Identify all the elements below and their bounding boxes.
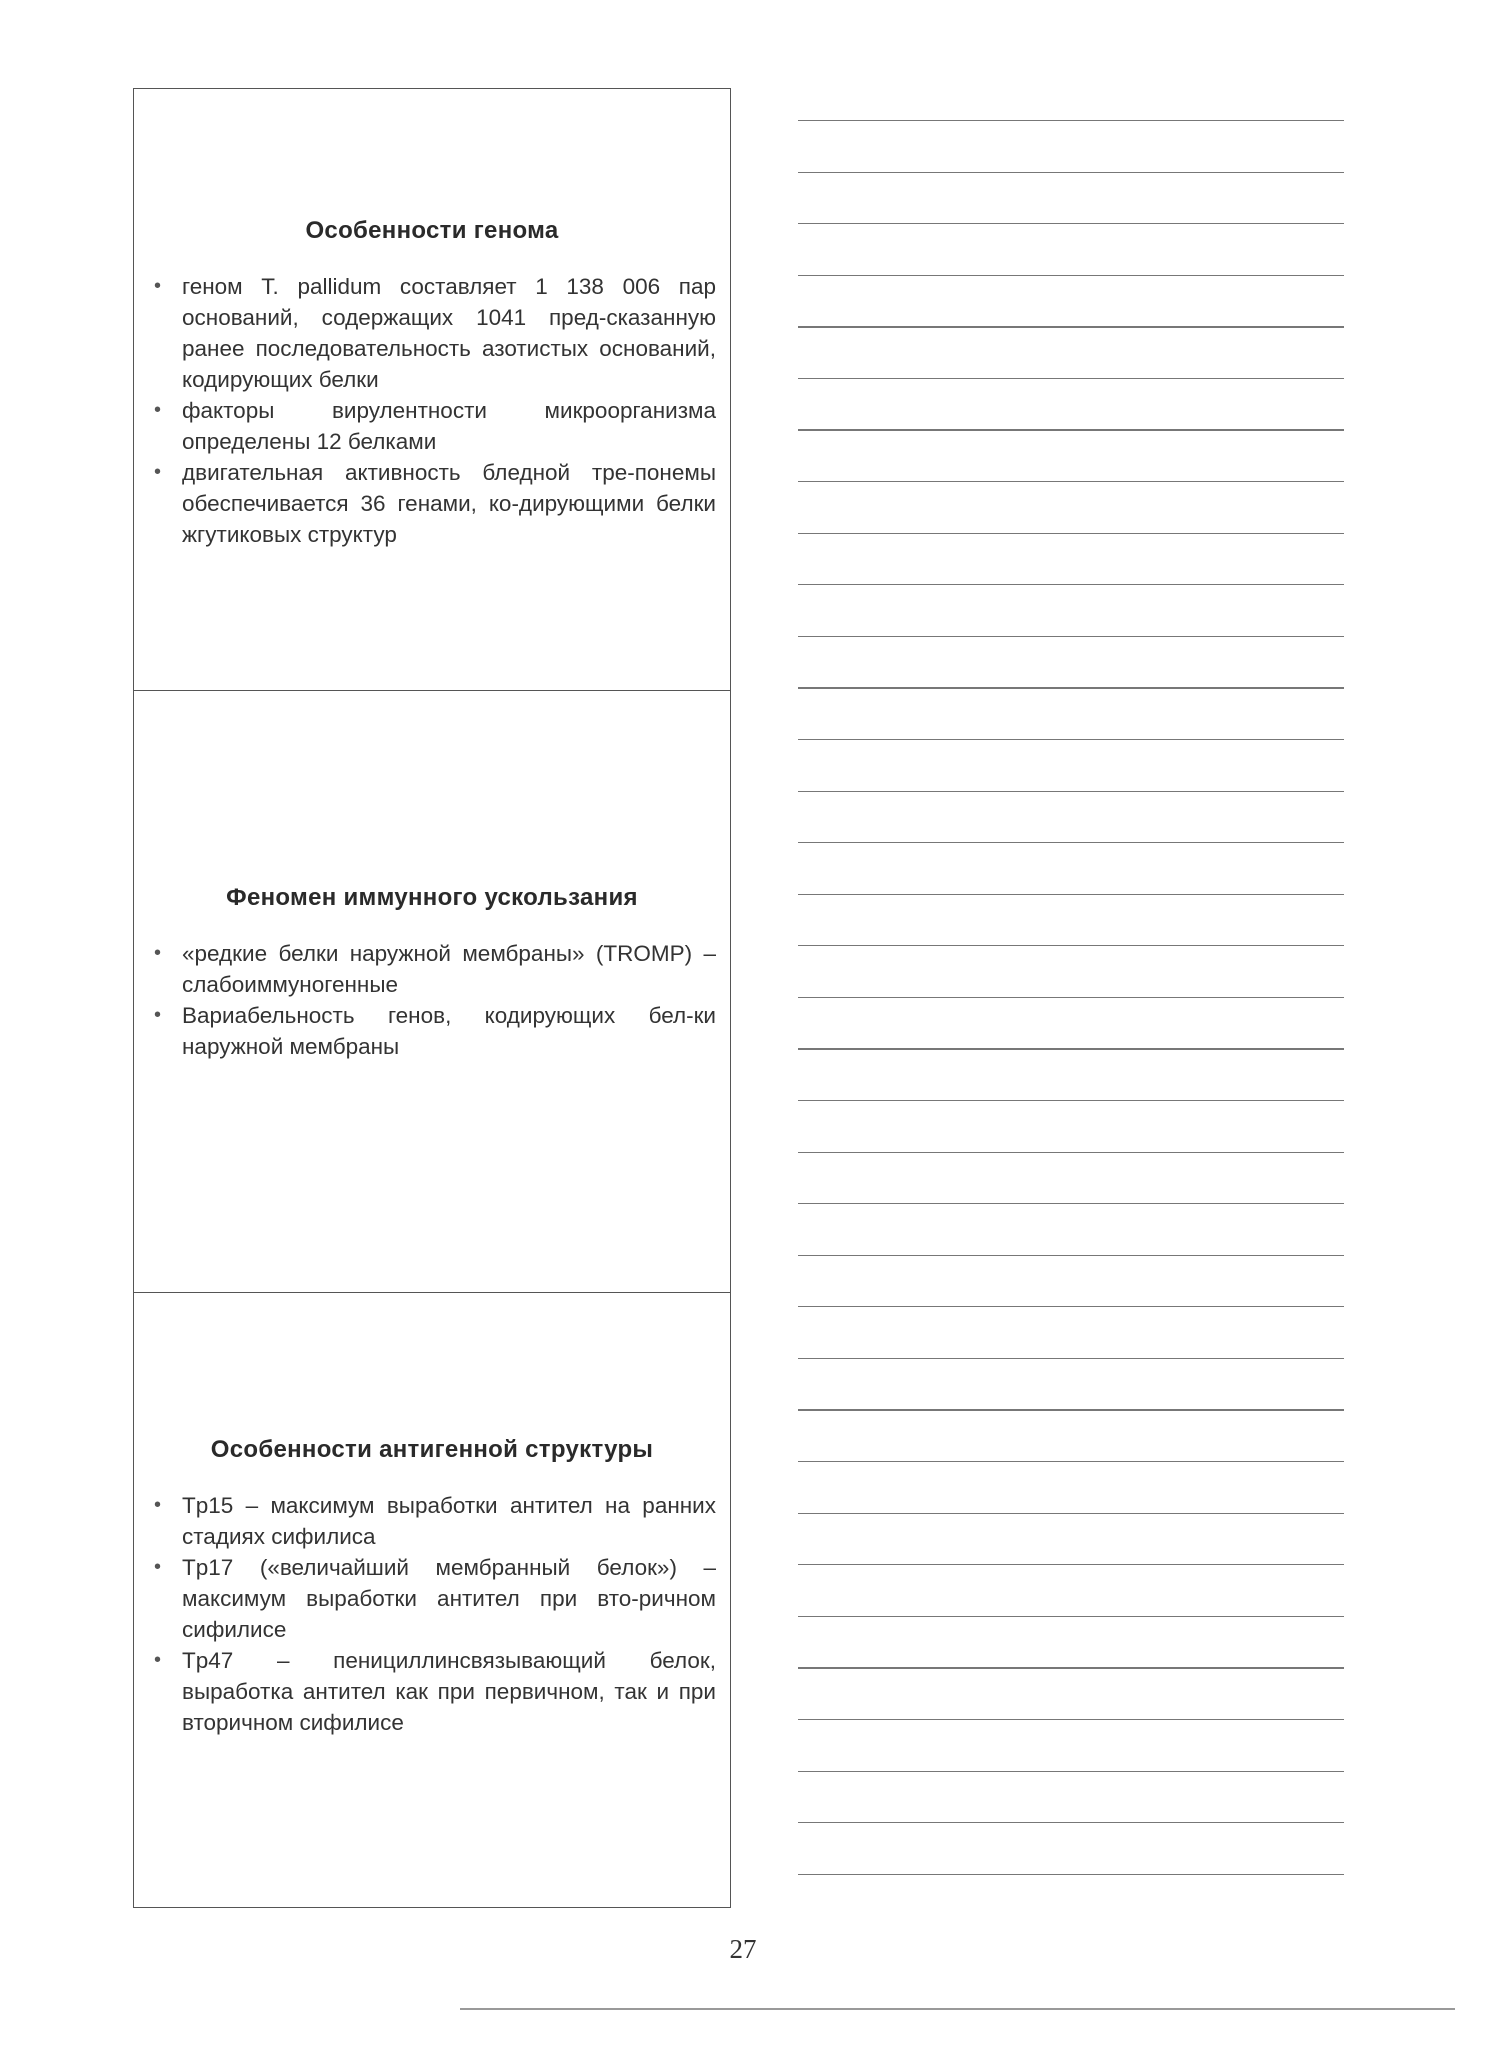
note-line <box>798 791 1344 792</box>
note-line <box>798 1874 1344 1875</box>
note-line <box>798 1719 1344 1720</box>
slide-content <box>148 1436 716 1738</box>
note-line <box>798 378 1344 379</box>
bullet-item: • двигательная активность бледной тре-понемы обеспечивается 36 генами, ко-дирующими белки жгутиковых структур <box>148 457 716 550</box>
slide-title: Феномен иммунного ускользания <box>226 884 638 911</box>
note-line <box>798 275 1344 276</box>
note-line <box>798 481 1344 482</box>
slide-content <box>148 217 716 550</box>
bullet-list <box>148 271 716 550</box>
page-number: 27 <box>729 1934 757 1964</box>
note-line <box>798 1564 1344 1565</box>
bullet-list <box>148 1490 716 1738</box>
slide-antigen-structure <box>134 1293 730 1907</box>
note-line <box>798 739 1344 740</box>
note-line <box>798 584 1344 585</box>
note-line <box>798 945 1344 946</box>
slide-title: Особенности генома <box>305 217 559 244</box>
note-line <box>798 1822 1344 1823</box>
slide-title: Особенности антигенной структуры <box>210 1436 654 1463</box>
bullet-item: • геном T. pallidum составляет 1 138 006 пар оснований, содержащих 1041 пред-сказанную ранее последовательность азотистых оснований, кодирующих белки <box>148 271 716 395</box>
note-line <box>798 172 1344 173</box>
bullet-list <box>148 938 716 1062</box>
note-line <box>798 1203 1344 1204</box>
note-line <box>798 1152 1344 1153</box>
note-line <box>798 1048 1344 1049</box>
slide-genome <box>134 89 730 691</box>
note-line <box>798 1513 1344 1514</box>
note-line <box>798 1461 1344 1462</box>
note-line <box>798 894 1344 895</box>
bullet-item: • Tp47 – пенициллинсвязывающий белок, выработка антител как при первичном, так и при вторичном сифилисе <box>148 1645 716 1738</box>
bullet-item: • Tp17 («величайший мембранный белок») – максимум выработки антител при вто-ричном сифилисе <box>148 1552 716 1645</box>
bullet-item: • Вариабельность генов, кодирующих бел-ки наружной мембраны <box>148 1000 716 1062</box>
note-line <box>798 842 1344 843</box>
note-line <box>798 997 1344 998</box>
slides-column <box>133 88 731 1908</box>
note-line <box>798 1771 1344 1772</box>
bottom-rule <box>460 2008 1455 2010</box>
note-line <box>798 223 1344 224</box>
note-line <box>798 1358 1344 1359</box>
slide-immune-escape <box>134 691 730 1293</box>
note-line <box>798 636 1344 637</box>
slide-content <box>148 884 716 1062</box>
note-lines <box>798 120 1344 1925</box>
note-line <box>798 687 1344 688</box>
note-line <box>798 326 1344 327</box>
note-line <box>798 1667 1344 1668</box>
note-line <box>798 429 1344 430</box>
note-line <box>798 1100 1344 1101</box>
note-line <box>798 1306 1344 1307</box>
note-line <box>798 1616 1344 1617</box>
note-line <box>798 1255 1344 1256</box>
note-line <box>798 120 1344 121</box>
bullet-item: • «редкие белки наружной мембраны» (TROMP) – слабоиммуногенные <box>148 938 716 1000</box>
note-line <box>798 533 1344 534</box>
bullet-item: • Tp15 – максимум выработки антител на ранних стадиях сифилиса <box>148 1490 716 1552</box>
bullet-item: • факторы вирулентности микроорганизма определены 12 белками <box>148 395 716 457</box>
note-line <box>798 1409 1344 1410</box>
